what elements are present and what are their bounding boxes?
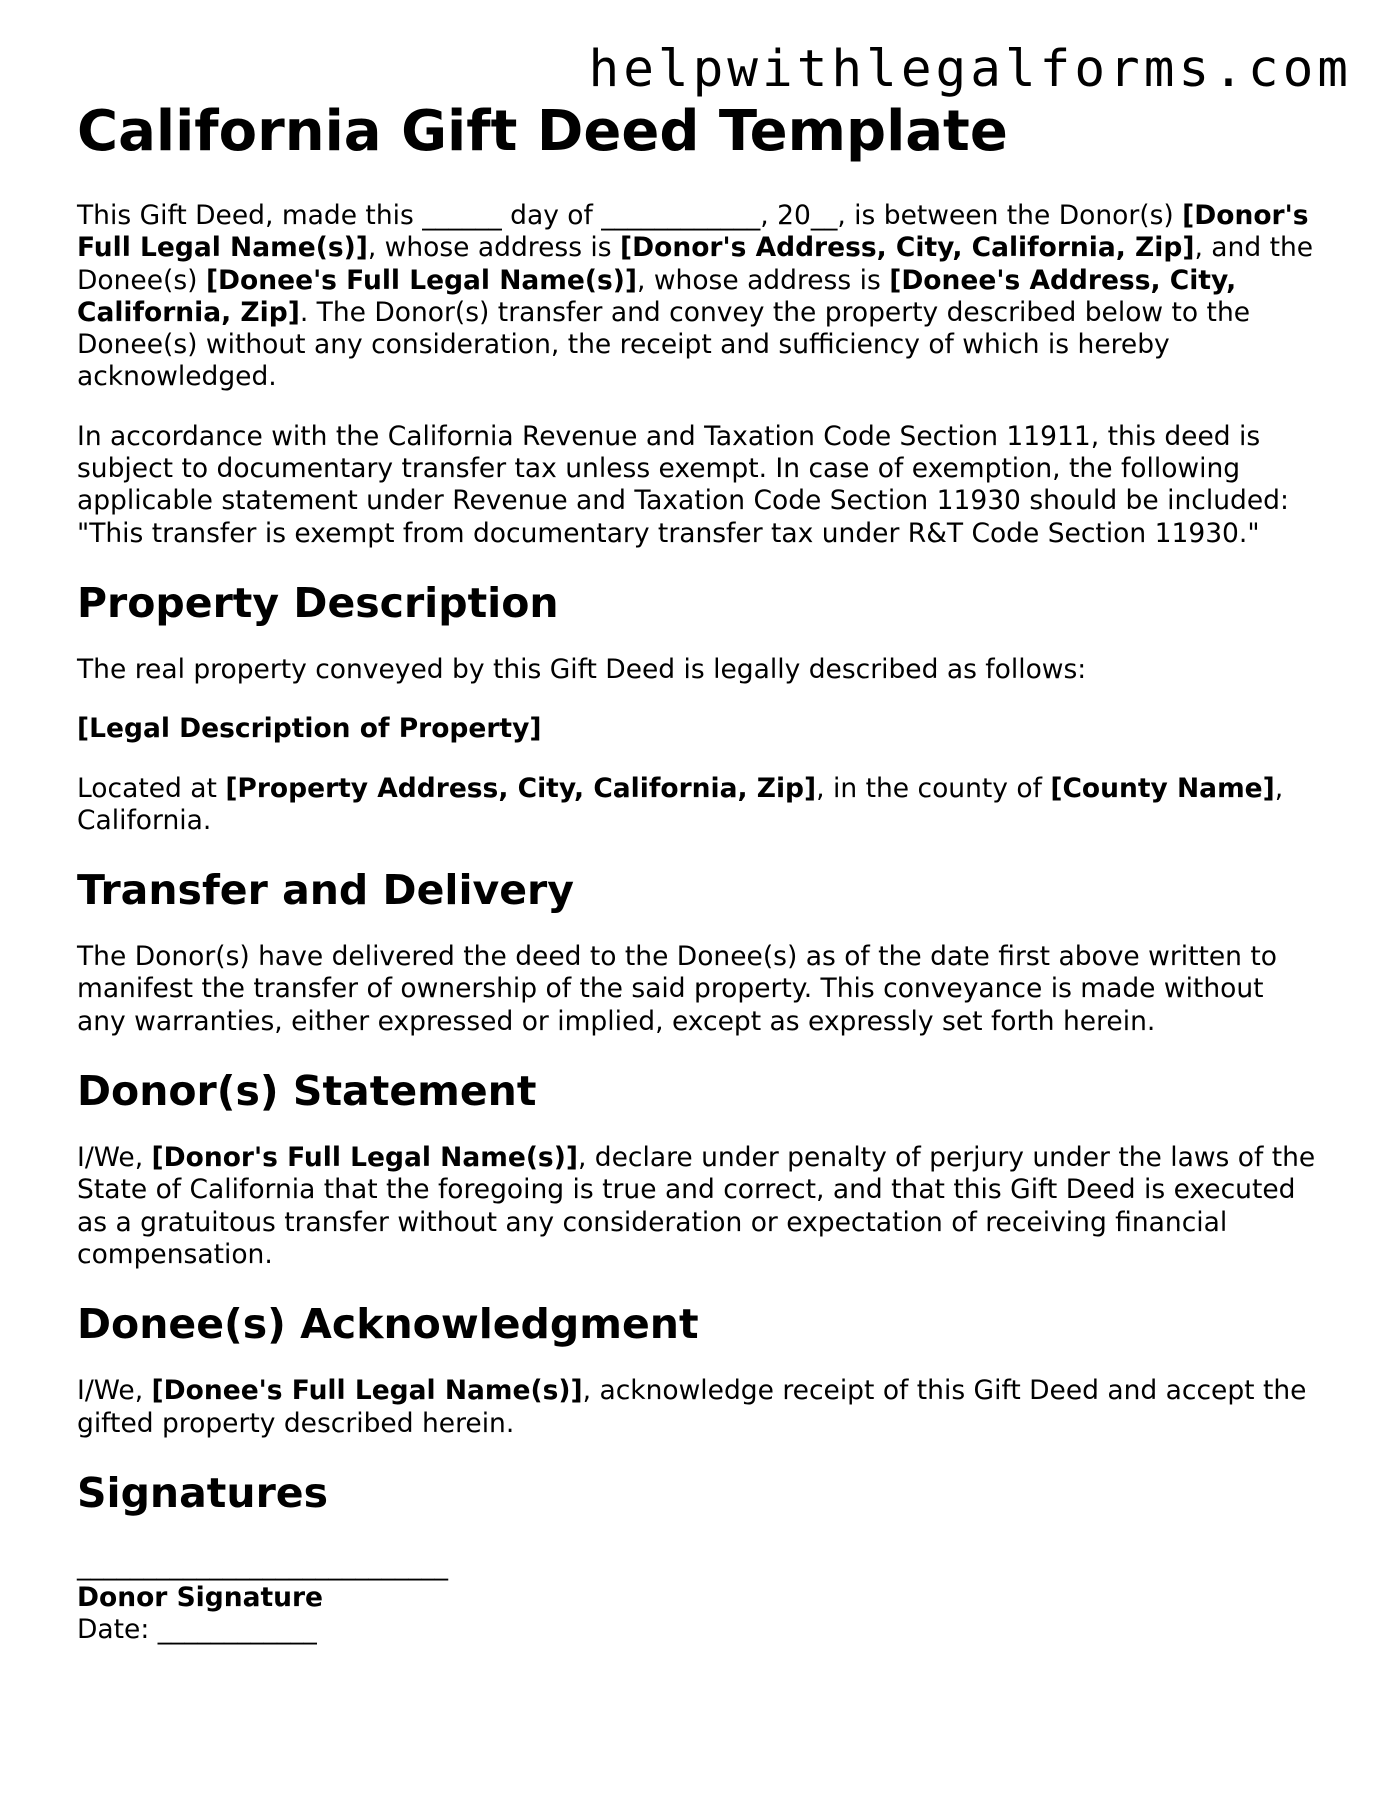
donee-ack-text-2: , acknowledge receipt of this Gift Deed and accept the gifted property described herein. [77, 1375, 1307, 1439]
donor-signature-block [77, 1550, 1317, 1646]
donee-acknowledgment-heading: Donee(s) Acknowledgment [77, 1300, 699, 1349]
location-text-2: , in the county of [816, 772, 1051, 804]
legal-description-placeholder [77, 713, 1317, 745]
donor-name-placeholder: [Donor's Full Legal Name(s)] [77, 200, 1309, 264]
donee-ack-name-placeholder: [Donee's Full Legal Name(s)] [151, 1375, 583, 1407]
donor-statement-text-2: , declare under penalty of perjury under the laws of the State of California that the foregoing is true and correct, and that this Gift Deed is executed as a gratuitous transfer without any consideration or expectation of receiving financial compensation. [77, 1142, 1316, 1270]
donee-ack-text-1: I/We, [77, 1375, 152, 1407]
property-location [77, 773, 1317, 838]
donor-signature-date[interactable]: Date: ____________ [77, 1613, 317, 1645]
donor-statement-name-placeholder: [Donor's Full Legal Name(s)] [151, 1142, 578, 1174]
donor-statement-text-1: I/We, [77, 1142, 152, 1174]
document-page [77, 98, 1317, 1646]
signatures-heading: Signatures [77, 1468, 329, 1517]
donee-acknowledgment-paragraph [77, 1375, 1317, 1440]
document-title: California Gift Deed Template [77, 99, 1008, 164]
donee-address-placeholder: [Donee's Address, City, California, Zip] [77, 264, 1237, 328]
property-description-heading: Property Description [77, 578, 559, 627]
transfer-paragraph: The Donor(s) have delivered the deed to the Donee(s) as of the date first above written to manifest the transfer of ownership of the said property. This conveyance is made without any warranties, either expressed or implied, except as expressly set forth herein. [77, 941, 1277, 1037]
donee-name-placeholder: [Donee's Full Legal Name(s)] [205, 264, 637, 296]
donor-signature-label: Donor Signature [77, 1581, 324, 1613]
donor-statement-heading: Donor(s) Statement [77, 1067, 537, 1116]
donor-signature-line[interactable]: ____________________________ [77, 1549, 448, 1581]
intro-text-1: This Gift Deed, made this ______ day of ____________, 20__, is between the Donor(s) [77, 200, 1183, 231]
intro-text-4: , whose address is [637, 264, 890, 296]
location-text-3: , California. [77, 772, 1284, 836]
intro-text-5: . The Donor(s) transfer and convey the property described below to the Donee(s) without any consideration, the receipt and sufficiency of which is hereby acknowledged. [77, 296, 1251, 393]
donor-statement-paragraph [77, 1142, 1317, 1271]
intro-text-2: , whose address is [367, 232, 621, 264]
intro-paragraph [77, 200, 1317, 394]
transfer-delivery-heading: Transfer and Delivery [77, 866, 574, 915]
property-intro: The real property conveyed by this Gift Deed is legally described as follows: [77, 653, 1087, 685]
tax-paragraph: In accordance with the California Revenue and Taxation Code Section 11911, this deed is subject to documentary transfer tax unless exempt. In case of exemption, the following applicable statement under Revenue and Taxation Code Section 11930 should be included: "This transfer is exempt from documentary transfer tax under R&T Code Section 11930." [77, 420, 1289, 549]
legal-description-text: [Legal Description of Property] [77, 713, 542, 745]
location-text-1: Located at [77, 772, 226, 804]
county-name-placeholder: [County Name] [1050, 772, 1275, 804]
intro-text-3: , and the Donee(s) [77, 232, 1314, 296]
property-address-placeholder: [Property Address, City, California, Zip] [225, 772, 817, 804]
donor-address-placeholder: [Donor's Address, City, California, Zip] [620, 232, 1195, 264]
site-watermark: helpwithlegalforms.com [588, 40, 1352, 99]
